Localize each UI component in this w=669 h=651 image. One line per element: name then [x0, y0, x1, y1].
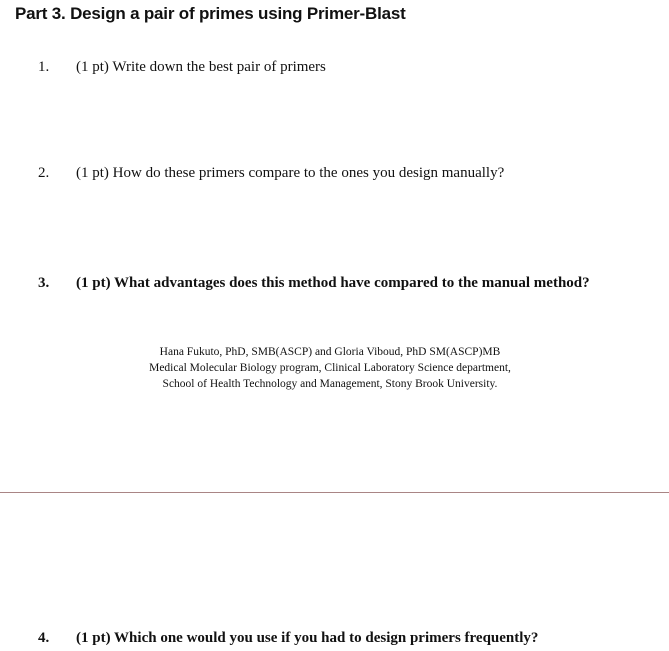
credit-program: Medical Molecular Biology program, Clinical Laboratory Science department,: [149, 362, 511, 374]
page-divider: [0, 492, 669, 493]
question-text: (1 pt) Write down the best pair of primers: [76, 59, 326, 75]
question-text: (1 pt) What advantages does this method have compared to the manual method?: [76, 275, 590, 291]
credit-school: School of Health Technology and Management, Stony Brook University.: [162, 378, 498, 390]
section-heading: Part 3. Design a pair of primes using Primer-Blast: [15, 4, 406, 23]
author-credit: [100, 344, 560, 392]
question-number: 3.: [38, 275, 50, 291]
question-number: 2.: [38, 165, 50, 181]
question-number: 1.: [38, 59, 50, 75]
credit-authors: Hana Fukuto, PhD, SMB(ASCP) and Gloria Viboud, PhD SM(ASCP)MB: [159, 346, 501, 358]
question-number: 4.: [38, 630, 50, 646]
question-text: (1 pt) Which one would you use if you had to design primers frequently?: [76, 630, 539, 646]
question-text: (1 pt) How do these primers compare to the ones you design manually?: [76, 165, 505, 181]
